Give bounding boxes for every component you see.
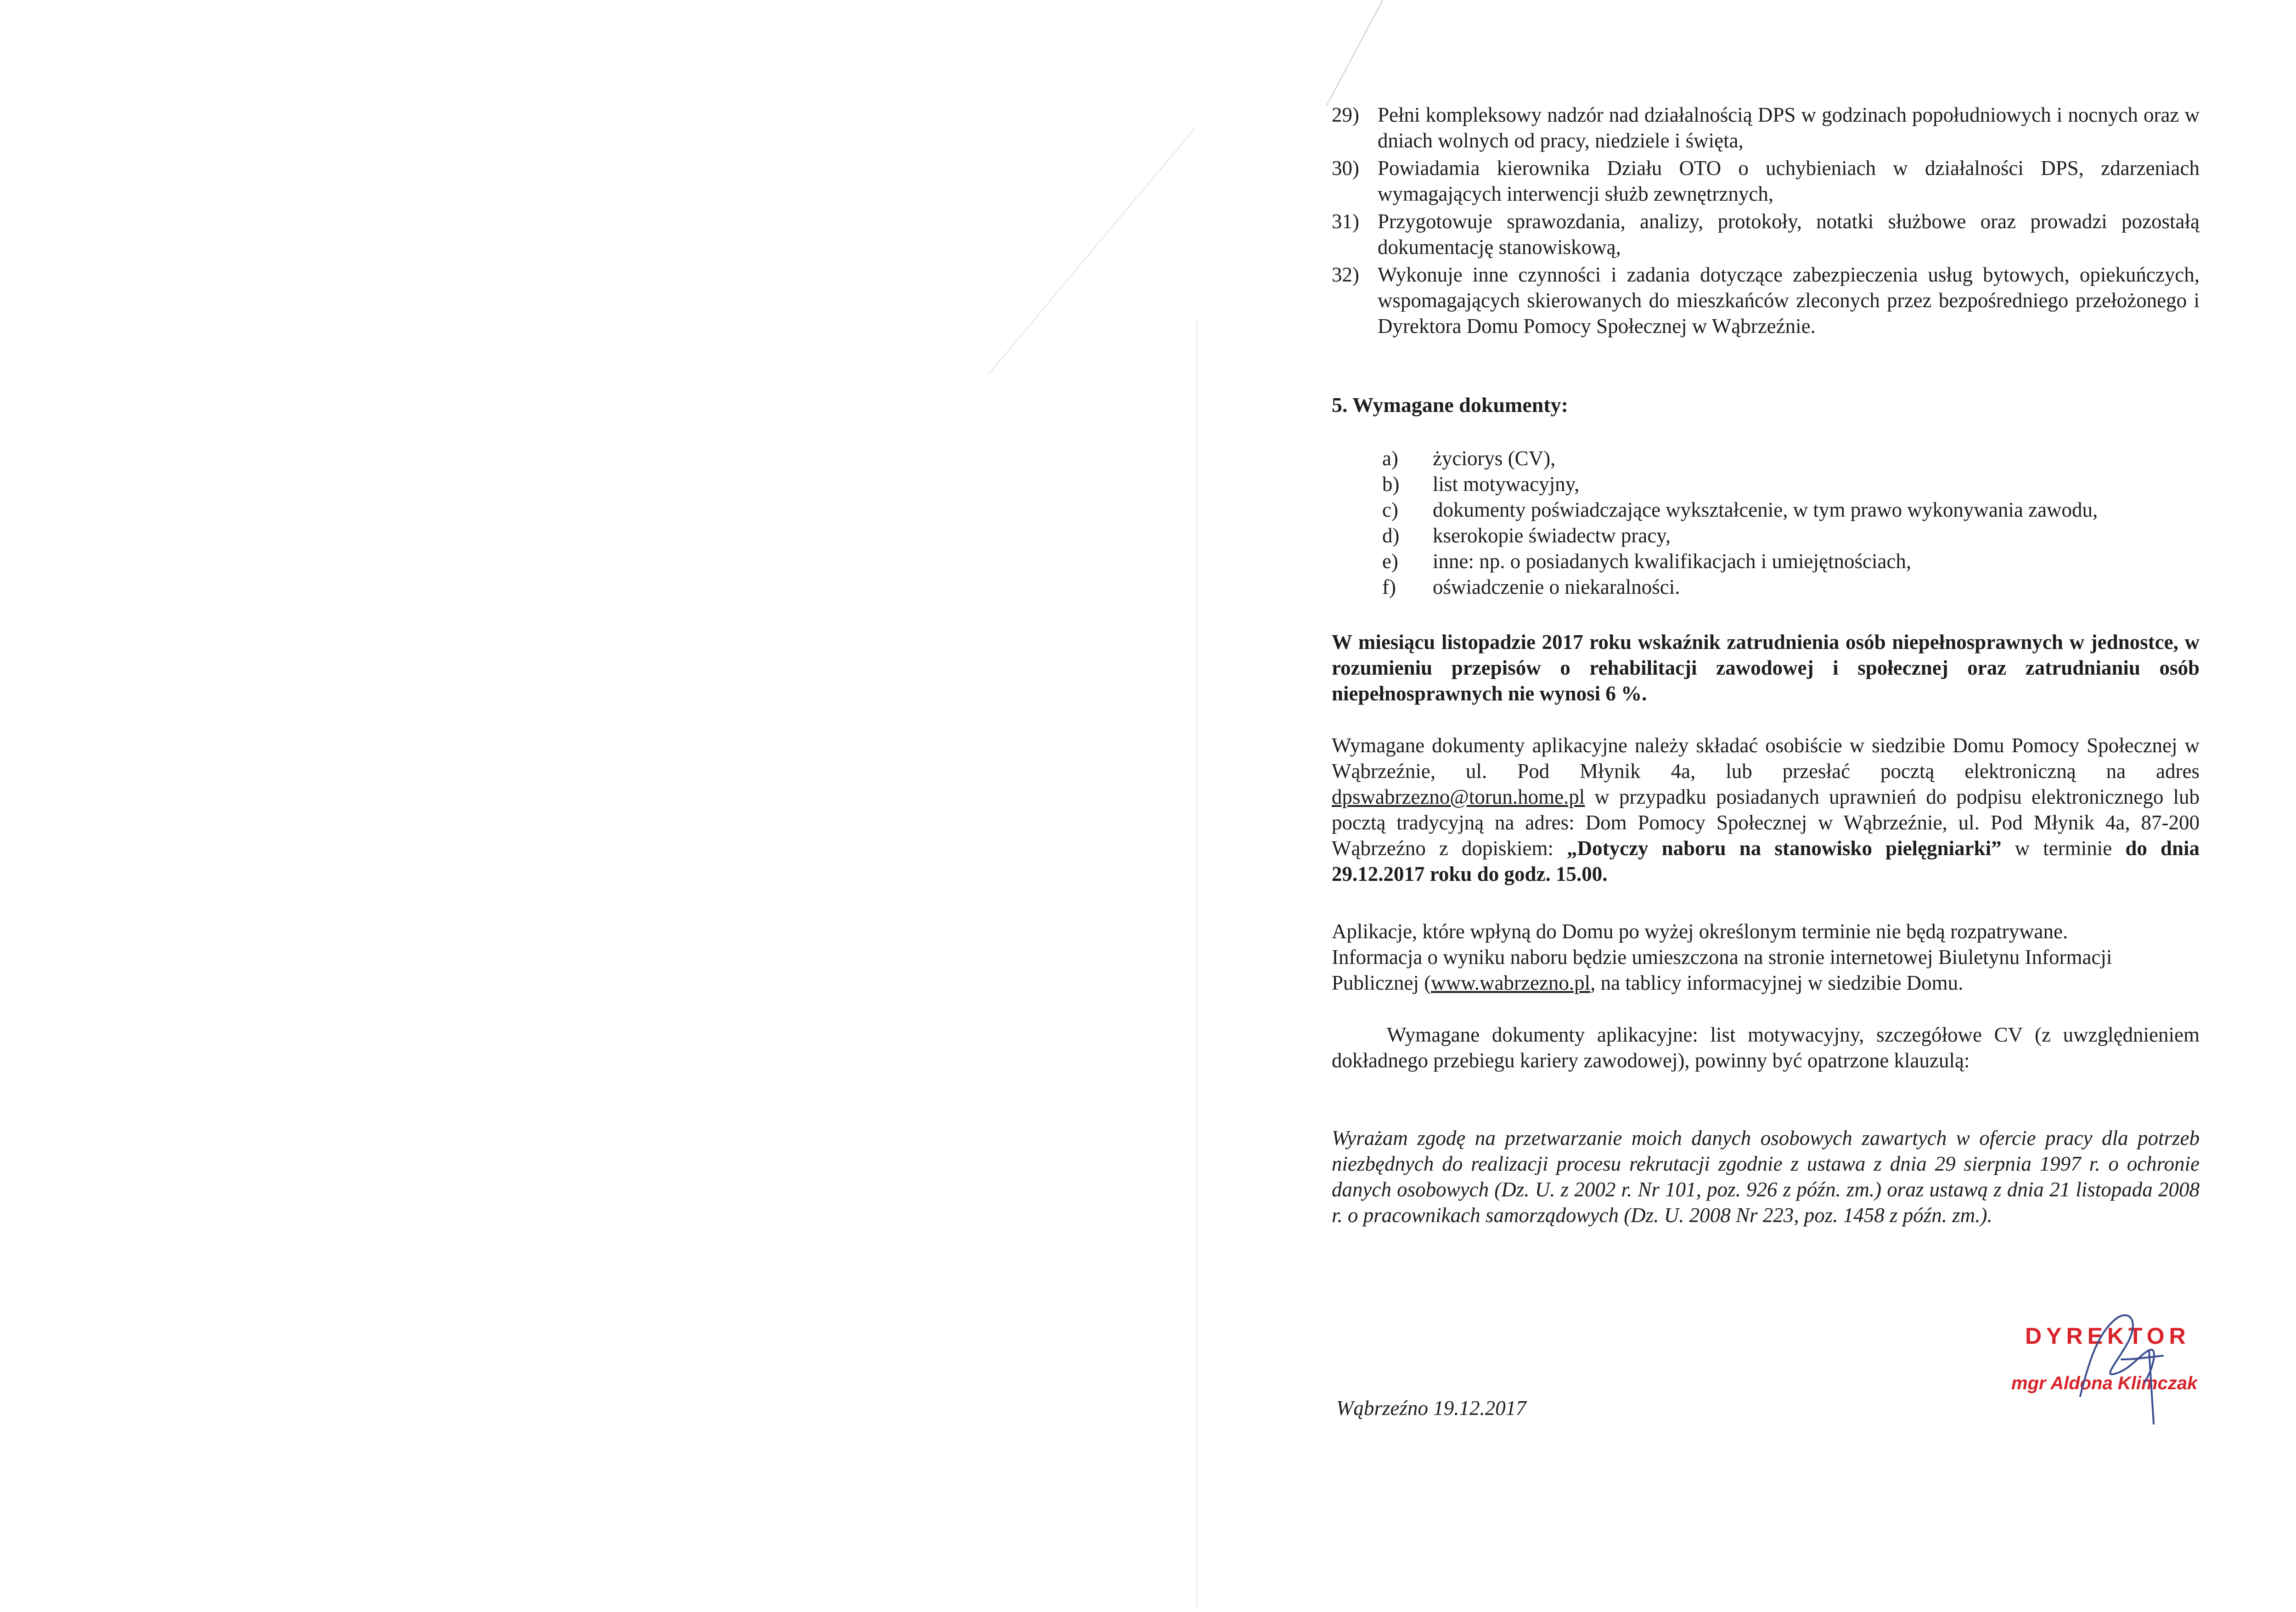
stamp-name: mgr Aldona Klimczak — [2011, 1373, 2198, 1393]
duty-text: Przygotowuje sprawozdania, analizy, protokoły, notatki służbowe oraz prowadzi pozostałą dokumentację stanowiskową, — [1378, 210, 2200, 259]
duty-number: 29) — [1332, 103, 1359, 126]
duty-number: 30) — [1332, 157, 1359, 180]
late-notice-line: Aplikacje, które wpłyną do Domu po wyżej określonym terminie nie będą rozpatrywane. — [1332, 920, 2068, 943]
page-fold-line — [1326, 0, 1383, 106]
list-letter: e) — [1382, 550, 1398, 573]
duty-item — [1332, 262, 2200, 339]
list-item — [1382, 471, 2098, 497]
list-item — [1382, 445, 2098, 471]
results-info-suffix: , na tablicy informacyjnej w siedzibie Domu. — [1590, 971, 1964, 994]
list-item — [1382, 548, 2098, 574]
list-letter: f) — [1382, 575, 1396, 598]
director-stamp — [2011, 1304, 2223, 1433]
signature-icon — [2011, 1304, 2223, 1433]
duty-item — [1332, 209, 2200, 260]
application-instructions — [1332, 733, 2200, 887]
results-info — [1332, 944, 2200, 996]
list-text: oświadczenie o niekaralności. — [1433, 575, 1680, 598]
list-item — [1382, 497, 2098, 523]
duties-list — [1332, 102, 2200, 341]
list-letter: c) — [1382, 498, 1398, 521]
duty-text: Powiadamia kierownika Działu OTO o uchybieniach w działalności DPS, zdarzeniach wymagających interwencji służb zewnętrznych, — [1378, 157, 2200, 205]
list-text: kserokopie świadectw pracy, — [1433, 524, 1671, 547]
disability-notice: W miesiącu listopadzie 2017 roku wskaźnik zatrudnienia osób niepełnosprawnych w jednostce, w rozumieniu przepisów o rehabilitacji zawodowej i społecznej oraz zatrudnianiu osób niepełnosprawnych nie wynosi 6 %. — [1332, 631, 2200, 705]
list-letter: d) — [1382, 524, 1400, 547]
page-fold-line — [987, 129, 1194, 376]
list-item — [1382, 574, 2098, 600]
duty-item — [1332, 155, 2200, 207]
consent-clause: Wyrażam zgodę na przetwarzanie moich danych osobowych zawartych w ofercie pracy dla potrzeb niezbędnych do realizacji procesu rekrutacji zgodnie z ustawa z dnia 29 sierpnia 1997 r. o ochronie danych osobowych (Dz. U. z 2002 r. Nr 101, poz. 926 z późn. zm.) oraz ustawą z dnia 21 listopada 2008 r. o pracownikach samorządowych (Dz. U. 2008 Nr 223, poz. 1458 z późn. zm.). — [1332, 1127, 2200, 1227]
deadline: do dnia 29.12.2017 roku do godz. 15.00. — [1332, 837, 2200, 885]
list-text: inne: np. o posiadanych kwalifikacjach i umiejętnościach, — [1433, 550, 1912, 573]
application-intro: Wymagane dokumenty aplikacyjne należy składać osobiście w siedzibie Domu Pomocy Społecznej w Wąbrzeźnie, ul. Pod Młynik 4a, lub przesłać pocztą elektroniczną na adres — [1332, 734, 2200, 783]
list-text: dokumenty poświadczające wykształcenie, w tym prawo wykonywania zawodu, — [1433, 498, 2098, 521]
section-heading: 5. Wymagane dokumenty: — [1332, 393, 1568, 417]
email-link[interactable]: dpswabrzezno@torun.home.pl — [1332, 785, 1585, 808]
results-info-prefix: Informacja o wyniku naboru będzie umieszczona na stronie internetowej Biuletynu Informacji Publicznej ( — [1332, 946, 2112, 994]
document-date: Wąbrzeźno 19.12.2017 — [1336, 1397, 1526, 1420]
list-text: życiorys (CV), — [1433, 447, 1556, 470]
duty-text: Wykonuje inne czynności i zadania dotyczące zabezpieczenia usług bytowych, opiekuńczych, wspomagających skierowanych do mieszkańców zleconych przez bezpośredniego przełożonego i Dyrektora Domu Pomocy Społecznej w Wąbrzeźnie. — [1378, 263, 2200, 338]
list-text: list motywacyjny, — [1433, 473, 1580, 496]
duty-number: 31) — [1332, 210, 1359, 233]
website-link[interactable]: www.wabrzezno.pl — [1431, 971, 1591, 994]
deadline-prefix: w terminie — [2001, 837, 2126, 860]
stamp-title: DYREKTOR — [2025, 1323, 2190, 1349]
application-middle: w przypadku posiadanych uprawnień do podpisu elektronicznego lub pocztą tradycyjną na adres: Dom Pomocy Społecznej w Wąbrzeźnie, ul. Pod Młynik 4a, 87-200 Wąbrzeźno z dopiskiem: — [1332, 785, 2200, 860]
page-edge-line — [1196, 321, 1198, 1607]
list-letter: a) — [1382, 447, 1398, 470]
application-note: „Dotyczy naboru na stanowisko pielęgniarki” — [1567, 837, 2002, 860]
duty-text: Pełni kompleksowy nadzór nad działalnością DPS w godzinach popołudniowych i nocnych oraz w dniach wolnych od pracy, niedziele i święta, — [1378, 103, 2200, 152]
duty-number: 32) — [1332, 263, 1359, 286]
list-item — [1382, 523, 2098, 548]
duty-item — [1332, 102, 2200, 153]
late-notice — [1332, 919, 2200, 996]
clause-intro: Wymagane dokumenty aplikacyjne: list motywacyjny, szczegółowe CV (z uwzględnieniem dokładnego przebiegu kariery zawodowej), powinny być opatrzone klauzulą: — [1332, 1023, 2200, 1072]
required-documents-list — [1382, 445, 2098, 600]
list-letter: b) — [1382, 473, 1400, 496]
